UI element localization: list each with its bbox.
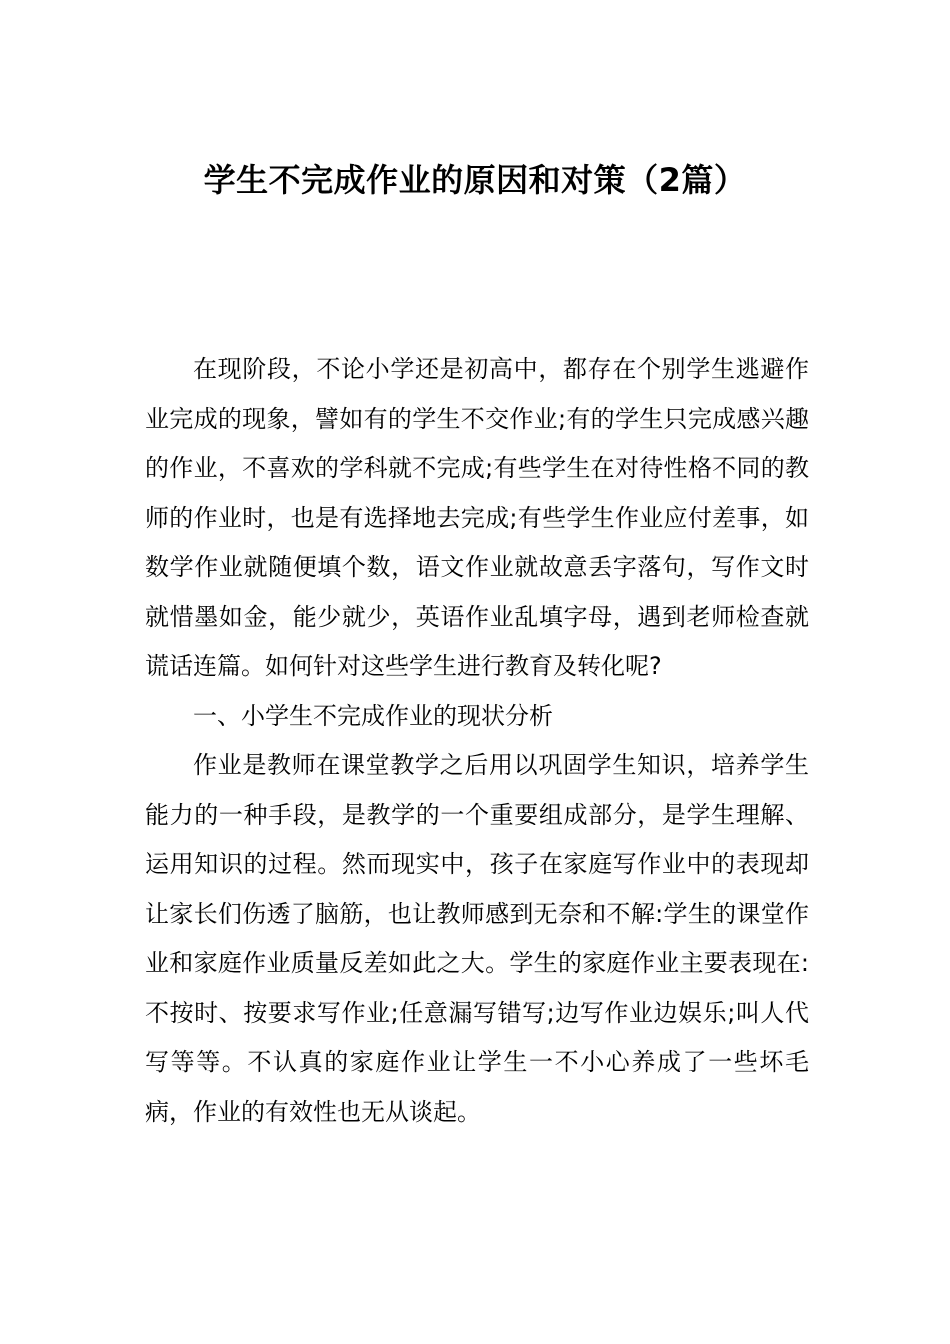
section-heading-1: 一、小学生不完成作业的现状分析 xyxy=(193,701,553,730)
paragraph-analysis: 作业是教师在课堂教学之后用以巩固学生知识，培养学生能力的一种手段，是教学的一个重要组成部分，是学生理解、运用知识的过程。然而现实中，孩子在家庭写作业中的表现却让家长们伤透了脑筋，也让教师感到无奈和不解:学生的课堂作业和家庭作业质量反差如此之大。学生的家庭作业主要表现在:不按时、按要求写作业;任意漏写错写;边写作业边娱乐;叫人代写等等。不认真的家庭作业让学生一不小心养成了一些坏毛病，作业的有效性也无从谈起。 xyxy=(145,751,809,1126)
paragraph-intro: 在现阶段，不论小学还是初高中，都存在个别学生逃避作业完成的现象，譬如有的学生不交作业;有的学生只完成感兴趣的作业，不喜欢的学科就不完成;有些学生在对待性格不同的教师的作业时，也是有选择地去完成;有些学生作业应付差事，如数学作业就随便填个数，语文作业就故意丢字落句，写作文时就惜墨如金，能少就少，英语作业乱填字母，遇到老师检查就谎话连篇。如何针对这些学生进行教育及转化呢? xyxy=(145,355,809,680)
document-body xyxy=(145,345,809,1137)
document-title: 学生不完成作业的原因和对策（2篇） xyxy=(203,161,747,199)
